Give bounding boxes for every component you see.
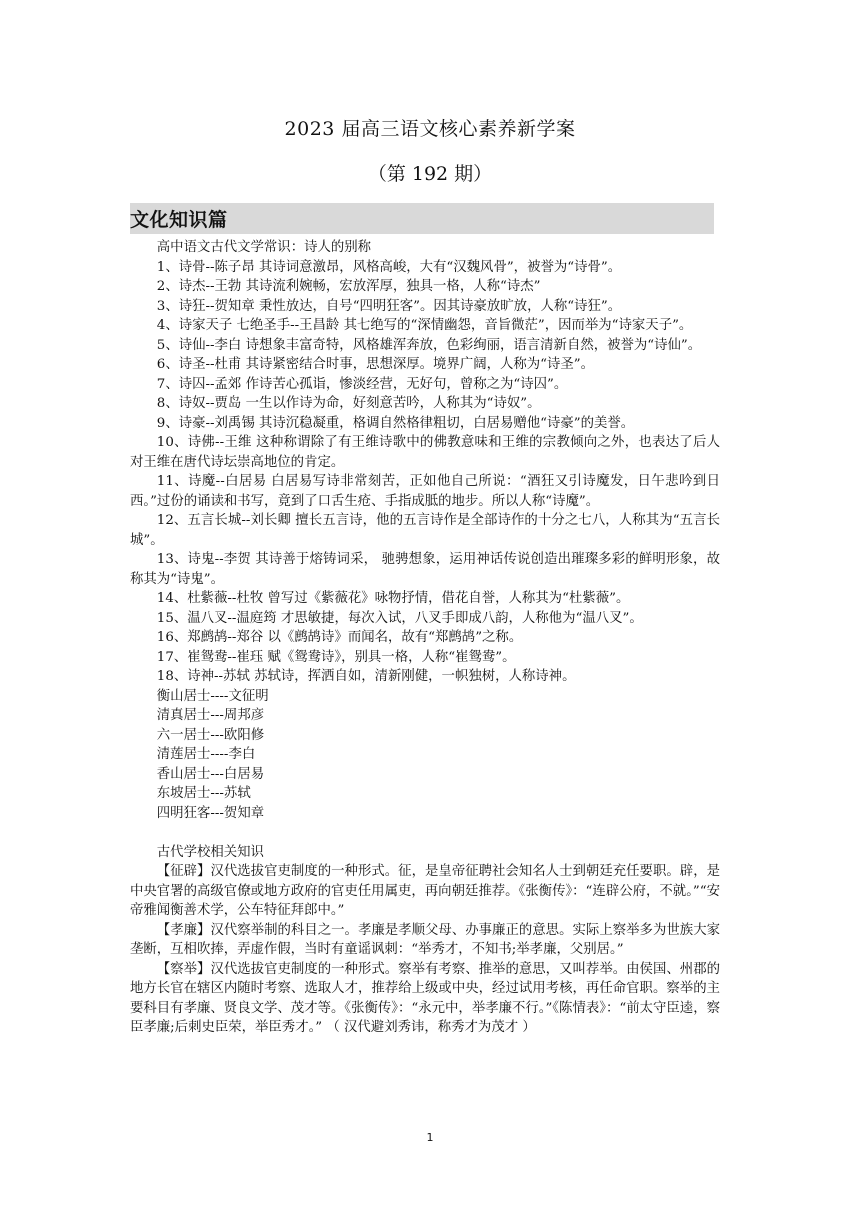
poet-item: 4、诗家天子 七绝圣手--王昌龄 其七绝写的“深情幽怨，音旨微茫”，因而举为“诗家天子”。 [156, 318, 693, 333]
entry-term: 【孝廉】 [156, 922, 211, 938]
poet-item: 2、诗杰--王勃 其诗流利婉畅，宏放浑厚，独具一格，人称“诗杰” [156, 279, 541, 294]
alias-item: 清莲居士----李白 [156, 747, 256, 762]
poet-item: 5、诗仙--李白 诗想象丰富奇特，风格雄浑奔放，色彩绚丽，语言清新自然，被誉为“诗仙”。 [156, 337, 702, 353]
poet-item: 10、诗佛--王维 这种称谓除了有王维诗歌中的佛教意味和王维的宗教倾向之外，也表达了后人对王维在唐代诗坛崇高地位的肯定。 [130, 435, 720, 470]
alias-item: 东坡居士---苏轼 [156, 786, 251, 801]
poet-item: 13、诗鬼--李贺 其诗善于熔铸词采， 驰骋想象，运用神话传说创造出璀璨多彩的鲜明形象，故称其为“诗鬼”。 [130, 552, 720, 587]
poet-item: 14、杜紫薇--杜牧 曾写过《紫薇花》咏物抒情，借花自誉，人称其为“杜紫薇”。 [156, 591, 630, 606]
alias-item: 衡山居士----文征明 [156, 688, 269, 704]
poet-item: 12、五言长城--刘长卿 擅长五言诗，他的五言诗作是全部诗作的十分之七八，人称其为“五言长城”。 [130, 513, 720, 548]
issue-number: （第 192 期） [367, 163, 493, 185]
poet-item: 6、诗圣--杜甫 其诗紧密结合时事，思想深厚。境界广阔，人称为“诗圣”。 [156, 357, 595, 372]
schools-intro: 古代学校相关知识 [156, 844, 264, 860]
section-heading-bar [130, 203, 714, 234]
poet-item: 7、诗囚--孟郊 作诗苦心孤诣，惨淡经营，无好句，曾称之为“诗囚”。 [156, 376, 568, 392]
school-entry [130, 921, 720, 960]
poets-intro: 高中语文古代文学常识：诗人的别称 [156, 240, 372, 255]
poet-item: 18、诗神--苏轼 苏轼诗，挥洒自如，清新刚健，一帜独树，人称诗神。 [156, 669, 576, 684]
poet-item: 8、诗奴--贾岛 一生以作诗为命，好刻意苦吟，人称其为“诗奴”。 [156, 396, 541, 411]
poet-item: 3、诗狂--贺知章 秉性放达，自号“四明狂客”。因其诗豪放旷放，人称“诗狂”。 [156, 298, 622, 314]
entry-term: 【察举】 [156, 961, 211, 977]
alias-item: 香山居士---白居易 [156, 766, 265, 782]
section-heading: 文化知识篇 [130, 209, 228, 231]
poet-item: 15、温八叉--温庭筠 才思敏捷，每次入试，八叉手即成八韵，人称他为“温八叉”。 [156, 610, 643, 626]
alias-item: 清真居士---周邦彦 [156, 708, 265, 723]
poet-item: 16、郑鹧鸪--郑谷 以《鹧鸪诗》而闻名，故有“郑鹧鸪”之称。 [156, 630, 523, 645]
entry-term: 【征辟】 [156, 864, 211, 879]
poet-item: 9、诗豪--刘禹锡 其诗沉稳凝重，格调自然格律粗切，白居易赠他“诗豪”的美誉。 [156, 415, 635, 431]
school-entry [130, 862, 720, 921]
page-number: 1 [426, 1131, 434, 1144]
entry-text: 汉代察举制的科目之一。孝廉是孝顺父母、办事廉正的意思。实际上察举多为世族大家垄断，互相吹捧，弄虚作假，当时有童谣讽刺：“举秀才，不知书;举孝廉，父别居。” [130, 922, 720, 957]
poet-item: 11、诗魔--白居易 白居易写诗非常刻苦，正如他自己所说：“酒狂又引诗魔发，日午悲吟到日西。”过份的诵读和书写，竟到了口舌生疮、手指成胝的地步。所以人称“诗魔”。 [130, 474, 720, 509]
alias-item: 四明狂客---贺知章 [156, 805, 265, 821]
school-entry [130, 960, 720, 1038]
poet-item: 17、崔鸳鸯--崔珏 赋《鸳鸯诗》，别具一格，人称“崔鸳鸯”。 [156, 649, 516, 665]
poet-item: 1、诗骨--陈子昂 其诗词意激昂，风格高峻，大有“汉魏风骨”，被誉为“诗骨”。 [156, 259, 622, 275]
alias-item: 六一居士---欧阳修 [156, 727, 265, 743]
entry-text: 汉代选拔官吏制度的一种形式。察举有考察、推举的意思，又叫荐举。由侯国、州郡的地方长官在辖区内随时考察、选取人才，推荐给上级或中央，经过试用考核，再任命官职。察举的主要科目有孝廉、贤良文学、茂才等。《张衡传》：“永元中，举孝廉不行。”《陈情表》：“前太守臣逵，察臣孝廉;后刺史臣荣，举臣秀才。” （ 汉代避刘秀讳，称秀才为茂才 ） [130, 961, 720, 1035]
page-title: 2023 届高三语文核心素养新学案 [284, 118, 576, 140]
paragraph-gap [130, 823, 720, 843]
entry-text: 汉代选拔官吏制度的一种形式。征，是皇帝征聘社会知名人士到朝廷充任要职。辟，是中央官署的高级官僚或地方政府的官吏任用属吏，再向朝廷推荐。《张衡传》：“连辟公府，不就。”“安帝雅闻衡善术学，公车特征拜郎中。” [130, 864, 720, 918]
document-body [130, 238, 720, 1038]
